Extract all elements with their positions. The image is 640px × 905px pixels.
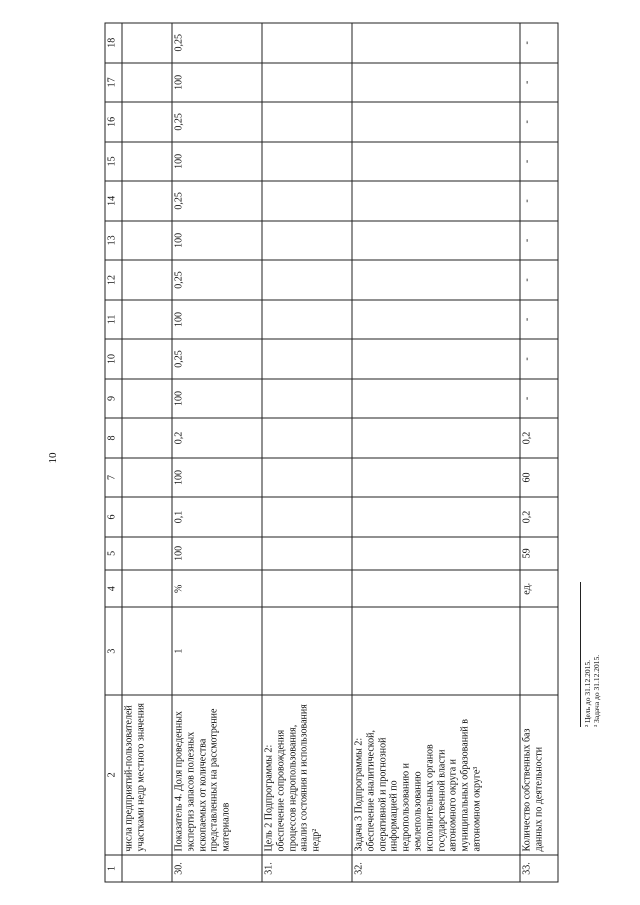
- table-cell: [122, 537, 172, 570]
- table-cell: [262, 181, 352, 221]
- footnote-divider: [580, 582, 581, 727]
- table-cell: 100: [172, 142, 262, 182]
- table-cell: 0,2: [172, 418, 262, 458]
- column-header: 9: [105, 379, 122, 419]
- footnote: ² Цель до 31.12.2015.: [583, 660, 592, 727]
- footnote: ³ Задача до 31.12.2015.: [592, 654, 602, 727]
- column-header: 18: [105, 23, 122, 63]
- table-cell: [262, 339, 352, 379]
- table-cell: [262, 63, 352, 103]
- table-cell: Показатель 4. Доля проведенных экспертиз запасов полезных ископаемых от количества представленных на рассмотрение материалов: [172, 695, 262, 855]
- table-cell: [122, 458, 172, 498]
- table-cell: [262, 418, 352, 458]
- table-cell: Количество собственных баз данных по деятельности: [520, 695, 558, 855]
- table-cell: [352, 339, 520, 379]
- column-header: 8: [105, 418, 122, 458]
- table-cell: 100: [172, 537, 262, 570]
- table-cell: [352, 497, 520, 537]
- table-row: [262, 23, 352, 882]
- table-cell: [262, 221, 352, 261]
- table-cell: [122, 181, 172, 221]
- table-cell: [122, 855, 172, 882]
- page-number: 10: [47, 452, 59, 464]
- table-cell: 0,25: [172, 260, 262, 300]
- table-cell: 0,2: [520, 497, 558, 537]
- table-cell: -: [520, 339, 558, 379]
- table-cell: [262, 458, 352, 498]
- table-cell: числа предприятий-пользователей участками недр местного значения: [122, 695, 172, 855]
- table-cell: [122, 497, 172, 537]
- table-cell: [352, 23, 520, 63]
- table-cell: 1: [172, 607, 262, 694]
- table-cell: [262, 142, 352, 182]
- table-cell: [262, 300, 352, 340]
- table-cell: 100: [172, 379, 262, 419]
- table-cell: -: [520, 142, 558, 182]
- table-cell: [262, 379, 352, 419]
- table-cell: 33.: [520, 855, 558, 882]
- table-cell: -: [520, 379, 558, 419]
- table-cell: 59: [520, 537, 558, 570]
- table-cell: Задача 3 Подпрограммы 2: обеспечение аналитической, оперативной и прогнозной информацией по недропользованию и землепользованию исполнительных органов государственной власти автономного округа и муниципальных образований в автономном округе³: [352, 695, 520, 855]
- table-cell: -: [520, 181, 558, 221]
- table-cell: 60: [520, 458, 558, 498]
- column-header: 12: [105, 260, 122, 300]
- table-cell: -: [520, 23, 558, 63]
- column-header: 17: [105, 63, 122, 103]
- column-header: 15: [105, 142, 122, 182]
- table-cell: [122, 570, 172, 607]
- table-cell: [352, 102, 520, 142]
- table-cell: [122, 142, 172, 182]
- table-cell: 31.: [262, 855, 352, 882]
- table-cell: [352, 379, 520, 419]
- table-cell: [352, 607, 520, 694]
- table-row: [122, 23, 172, 882]
- table-row: [352, 23, 520, 882]
- table-cell: [352, 260, 520, 300]
- column-header: 6: [105, 497, 122, 537]
- table-cell: 0,25: [172, 181, 262, 221]
- table-cell: [122, 102, 172, 142]
- indicators-table: [105, 23, 559, 883]
- table-cell: -: [520, 300, 558, 340]
- table-cell: [352, 221, 520, 261]
- table-cell: [122, 339, 172, 379]
- table-cell: 100: [172, 63, 262, 103]
- table-cell: Цель 2 Подпрограммы 2: обеспечение сопровождения процессов недропользования, анализ состояния и использования недр²: [262, 695, 352, 855]
- table-cell: [352, 458, 520, 498]
- table-cell: [122, 221, 172, 261]
- table-row: [520, 23, 558, 882]
- column-header: 14: [105, 181, 122, 221]
- table-cell: 32.: [352, 855, 520, 882]
- table-cell: [262, 497, 352, 537]
- rotated-table-container: [105, 23, 560, 883]
- table-cell: [352, 418, 520, 458]
- table-cell: ед.: [520, 570, 558, 607]
- table-row: [172, 23, 262, 882]
- table-cell: [122, 23, 172, 63]
- column-header: 1: [105, 855, 122, 882]
- column-header: 3: [105, 607, 122, 694]
- table-cell: [262, 570, 352, 607]
- table-cell: 0,25: [172, 23, 262, 63]
- table-cell: [352, 537, 520, 570]
- table-cell: %: [172, 570, 262, 607]
- table-cell: 0,2: [520, 418, 558, 458]
- table-cell: -: [520, 260, 558, 300]
- table-cell: [352, 142, 520, 182]
- table-cell: [122, 379, 172, 419]
- table-cell: -: [520, 63, 558, 103]
- table-cell: 30.: [172, 855, 262, 882]
- column-header: 7: [105, 458, 122, 498]
- table-cell: 100: [172, 221, 262, 261]
- column-header: 5: [105, 537, 122, 570]
- table-cell: [262, 537, 352, 570]
- table-cell: [262, 607, 352, 694]
- column-header: 4: [105, 570, 122, 607]
- table-cell: [262, 23, 352, 63]
- table-cell: [352, 570, 520, 607]
- column-header: 11: [105, 300, 122, 340]
- column-header: 2: [105, 695, 122, 855]
- table-cell: 100: [172, 458, 262, 498]
- table-cell: -: [520, 102, 558, 142]
- column-header: 16: [105, 102, 122, 142]
- table-cell: -: [520, 221, 558, 261]
- table-cell: [262, 102, 352, 142]
- table-cell: [122, 607, 172, 694]
- table-cell: [122, 418, 172, 458]
- table-cell: [352, 63, 520, 103]
- table-cell: 0,1: [172, 497, 262, 537]
- column-header: 10: [105, 339, 122, 379]
- table-cell: [520, 607, 558, 694]
- header-row: [105, 23, 122, 882]
- table-cell: [122, 63, 172, 103]
- table-cell: [262, 260, 352, 300]
- table-cell: 100: [172, 300, 262, 340]
- footnotes: [580, 557, 602, 727]
- table-cell: 0,25: [172, 102, 262, 142]
- table-cell: [352, 181, 520, 221]
- column-header: 13: [105, 221, 122, 261]
- table-cell: [122, 260, 172, 300]
- table-cell: 0,25: [172, 339, 262, 379]
- table-cell: [122, 300, 172, 340]
- table-cell: [352, 300, 520, 340]
